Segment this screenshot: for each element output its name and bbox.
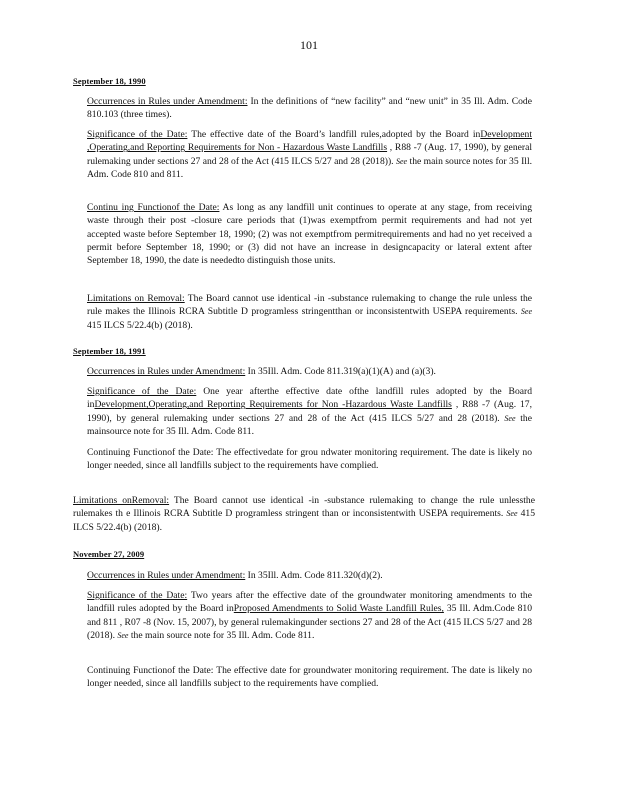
- paragraph-text: In 35Ill. Adm. Code 811.320(d)(2).: [245, 570, 383, 581]
- significance-paragraph: [87, 589, 532, 642]
- paragraph-text: Continuing Functionof the Date: The effective date for groundwater monitoring requirement. The date is likely no longer needed, since all landfills subject to the requirements have complied.: [87, 665, 532, 690]
- paragraph-text: In 35Ill. Adm. Code 811.319(a)(1)(A) and (a)(3).: [245, 366, 436, 377]
- paragraph-text: One year afterthe effective date ofthe landfill rules adopted by the Board in: [87, 386, 532, 411]
- rulemaking-title: Development,Operating,and Reporting Requirements for Non -Hazardous Waste Landfills: [94, 399, 452, 411]
- continuing-function-paragraph: [87, 201, 532, 267]
- paragraph-text: , R88 -7 (Aug. 17, 1990), by general rulemaking under sections 27 and 28 of the Act (415 ILCS 5/27 and 28 (2018)).: [87, 142, 532, 167]
- paragraph-label: Occurrences in Rules under Amendment:: [87, 570, 246, 581]
- rulemaking-title: Development ,Operating,and Reporting Requirements for Non - Hazardous Waste Landfills: [87, 129, 532, 154]
- paragraph-text: The effective date of the Board’s landfill rules,adopted by the Board in: [187, 129, 481, 140]
- paragraph-text: the mainsource note for 35 Ill. Adm. Code 811.: [87, 412, 532, 437]
- see-reference: See: [396, 156, 408, 166]
- paragraph-text: 35 Ill. Adm.Code 810 and 811 , R07 -8 (Nov. 15, 2007), by general rulemakingunder sections 27 and 28 of the Act (415 ILCS 5/27 and 28 (2018).: [87, 603, 533, 641]
- paragraph-text: 415 ILCS 5/22.4(b) (2018).: [87, 319, 193, 331]
- occurrences-paragraph: [87, 569, 532, 582]
- paragraph-text: 415 ILCS 5/22.4(b) (2018).: [73, 508, 535, 533]
- paragraph-label: Occurrences in Rules under Amendment:: [87, 96, 248, 107]
- paragraph-text: the main source note for 35 Ill. Adm. Code 811.: [128, 629, 315, 641]
- paragraph-label: Limitations on Removal:: [87, 293, 185, 304]
- paragraph-text: In the definitions of “new facility” and “new unit” in 35 Ill. Adm. Code 810.103 (three times).: [87, 96, 532, 121]
- continuing-function-paragraph: [87, 446, 532, 473]
- paragraph-text: As long as any landfill unit continues to operate at any stage, from receiving waste through their post -closure care periods that (1)was exemptfrom permit requirements and had not yet accepted waste before September 18, 1990; (2) was not exemptfrom permitrequirements and had no yet received a permit before September 18, 1990; or (3) did not have an increase in designcapacity or lateral extent after September 18, 1990, the date is neededto distinguish those units.: [87, 202, 532, 267]
- limitations-paragraph: [73, 494, 535, 534]
- significance-paragraph: [87, 128, 532, 181]
- occurrences-paragraph: [87, 365, 532, 378]
- paragraph-text: The Board cannot use identical -in -substance rulemaking to change the rule unlessthe rulemakes th e Illinois RCRA Subtitle D programless stringent than or inconsistentwith USEPA requirements.: [73, 495, 535, 520]
- see-reference: See: [117, 630, 129, 640]
- paragraph-text: Continuing Functionof the Date: The effectivedate for grou ndwater monitoring requirement. The date is likely no longer needed, since all landfills subject to the requirements have complied.: [87, 447, 532, 472]
- paragraph-label: Significance of the Date:: [87, 386, 197, 397]
- paragraph-label: Limitations onRemoval:: [73, 495, 170, 506]
- paragraph-text: The Board cannot use identical -in -substance rulemaking to change the rule unless the rule makes the Illinois RCRA Subtitle D programless stringentthan or inconsistentwith USEPA requirements.: [87, 293, 533, 318]
- see-reference: See: [506, 509, 518, 519]
- see-reference: See: [520, 307, 532, 317]
- see-reference: See: [504, 413, 516, 423]
- page-number: 101: [300, 38, 318, 52]
- paragraph-label: Significance of the Date:: [87, 590, 188, 601]
- rulemaking-title: Proposed Amendments to Solid Waste Landfill Rules,: [233, 603, 444, 615]
- continuing-function-paragraph: [87, 664, 532, 691]
- paragraph-label: Continu ing Functionof the Date:: [87, 202, 220, 213]
- limitations-paragraph: [87, 292, 532, 332]
- section-date-heading: September 18, 1991: [73, 346, 146, 356]
- significance-paragraph: [87, 385, 532, 438]
- section-date-heading: November 27, 2009: [73, 549, 145, 559]
- paragraph-label: Significance of the Date:: [87, 129, 188, 140]
- paragraph-text: the main source notes for 35 Ill. Adm. Code 810 and 811.: [87, 155, 533, 180]
- occurrences-paragraph: [87, 95, 532, 122]
- paragraph-label: Occurrences in Rules under Amendment:: [87, 366, 246, 377]
- paragraph-text: Two years after the effective date of the groundwater monitoring amendments to the landfill rules adopted by the Board in: [87, 590, 532, 615]
- section-date-heading: September 18, 1990: [73, 76, 146, 86]
- paragraph-text: , R88 -7 (Aug. 17, 1990), by general rulemaking under sections 27 and 28 of the Act (415 ILCS 5/27 and 28 (2018).: [87, 399, 533, 424]
